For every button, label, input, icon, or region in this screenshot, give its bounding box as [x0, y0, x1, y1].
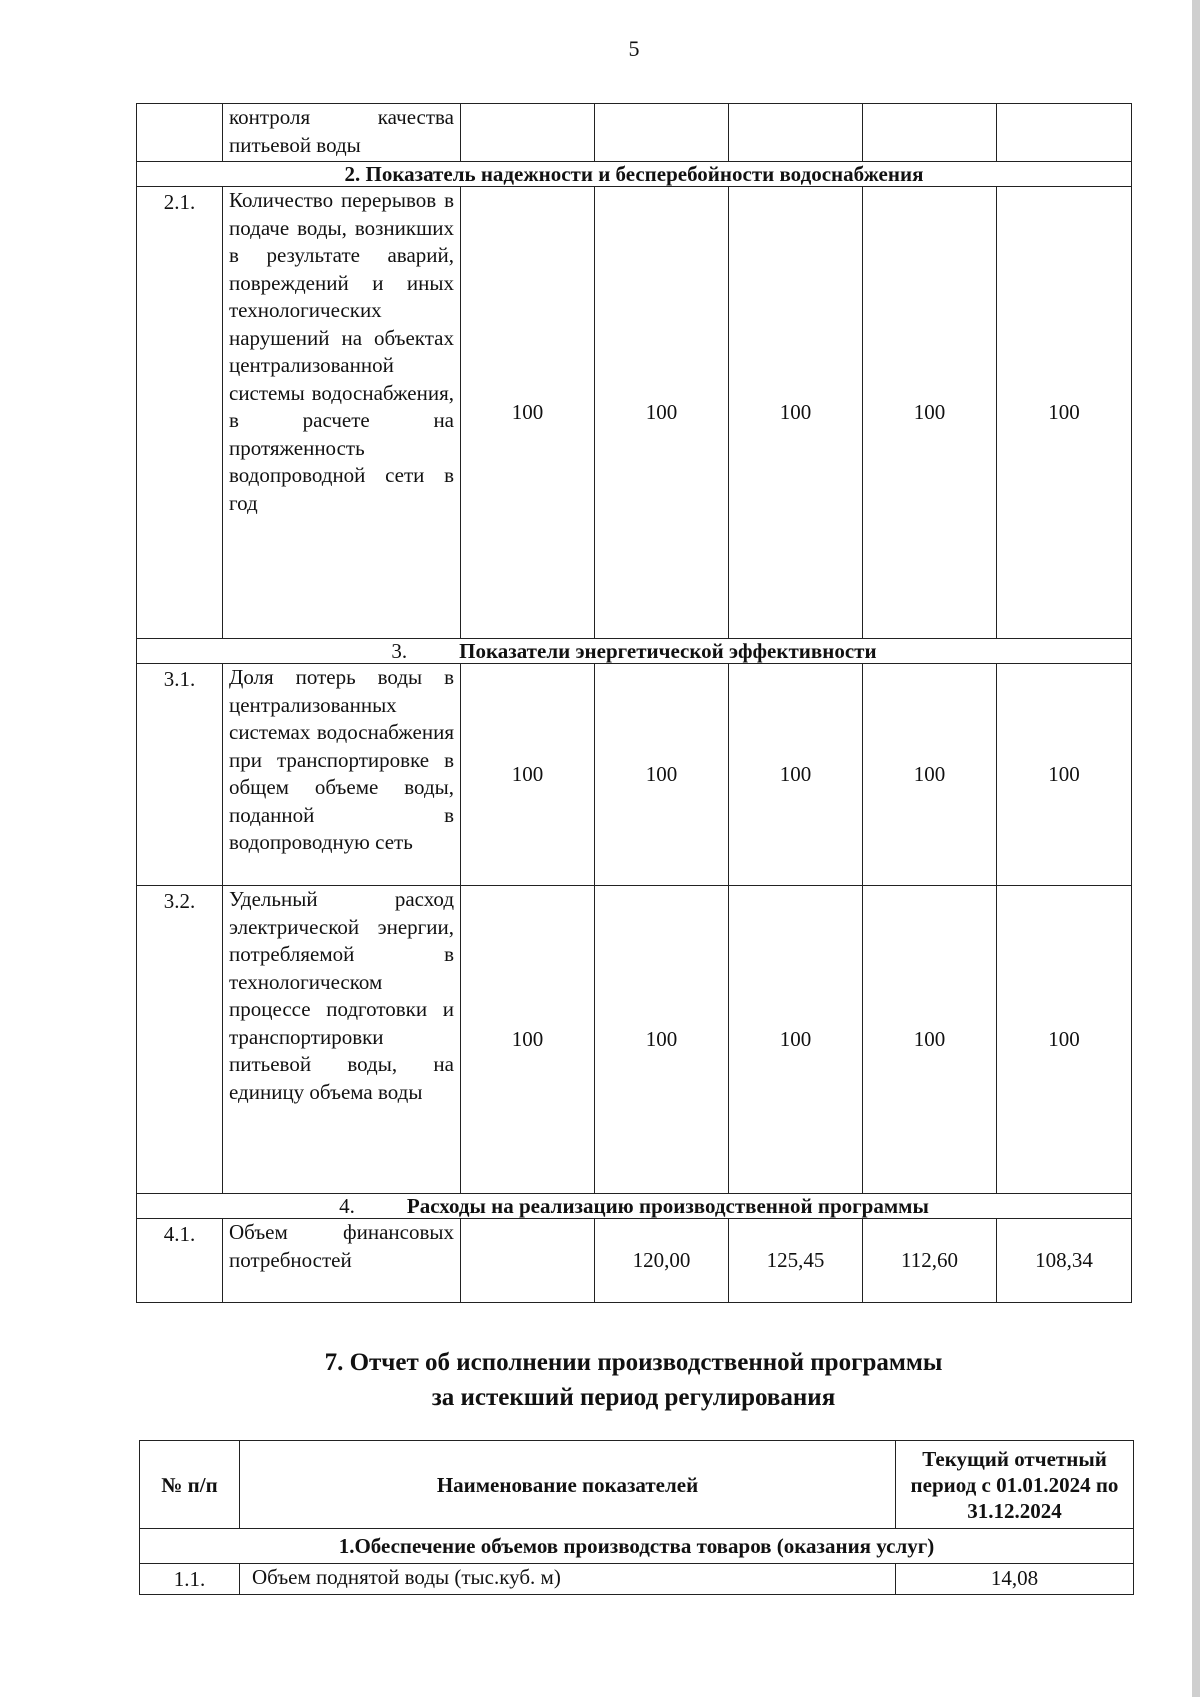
section-number: 3. — [391, 639, 408, 663]
value-cell: 100 — [729, 664, 863, 886]
section-number: 4. — [339, 1194, 355, 1218]
heading-line: 7. Отчет об исполнении производственной программы — [324, 1349, 943, 1376]
table-row — [137, 886, 1132, 1194]
section-header-row — [137, 162, 1132, 187]
section-title — [137, 162, 1132, 187]
value-cell: 100 — [595, 187, 729, 639]
section-header-row — [137, 1194, 1132, 1219]
value-cell: 100 — [997, 187, 1132, 639]
row-number: 4.1. — [137, 1219, 223, 1303]
indicator-name: контроля качества питьевой воды — [223, 104, 461, 162]
section-7-heading — [136, 1345, 1131, 1415]
value-cell: 100 — [595, 886, 729, 1194]
section-title: 1.Обеспечение объемов производства товаров (оказания услуг) — [140, 1529, 1134, 1564]
section-header-row — [137, 639, 1132, 664]
value-cell: 100 — [595, 664, 729, 886]
value-cell: 100 — [863, 664, 997, 886]
value-cell — [863, 104, 997, 162]
value-cell: 100 — [461, 886, 595, 1194]
table-row — [137, 1219, 1132, 1303]
table-row — [137, 104, 1132, 162]
value-cell: 100 — [863, 187, 997, 639]
table-row — [137, 664, 1132, 886]
section-name: Показатели энергетической эффективности — [459, 639, 877, 663]
header-row — [140, 1441, 1134, 1529]
value-cell: 112,60 — [863, 1219, 997, 1303]
section-name: Расходы на реализацию производственной программы — [406, 1194, 929, 1218]
value-cell: 120,00 — [595, 1219, 729, 1303]
table-row — [137, 187, 1132, 639]
indicator-name: Удельный расход электрической энергии, потребляемой в технологическом процессе подготовки и транспортировки питьевой воды, на единицу объема воды — [223, 886, 461, 1194]
value-cell: 100 — [997, 886, 1132, 1194]
row-number: 2.1. — [137, 187, 223, 639]
header-period: Текущий отчетный период с 01.01.2024 по 31.12.2024 — [896, 1441, 1134, 1529]
section-title — [137, 639, 1132, 664]
row-number: 1.1. — [140, 1564, 240, 1595]
value-cell: 100 — [997, 664, 1132, 886]
value-cell — [595, 104, 729, 162]
indicator-name: Объем финансовых потребностей — [223, 1219, 461, 1303]
section-name: Показатель надежности и бесперебойности водоснабжения — [365, 162, 924, 186]
value-cell: 100 — [461, 664, 595, 886]
value-cell: 100 — [863, 886, 997, 1194]
indicator-name: Объем поднятой воды (тыс.куб. м) — [240, 1564, 896, 1595]
value-cell — [997, 104, 1132, 162]
value-cell: 100 — [461, 187, 595, 639]
value-cell — [729, 104, 863, 162]
page-number: 5 — [628, 36, 640, 61]
row-number: 3.1. — [137, 664, 223, 886]
indicator-name: Доля потерь воды в централизованных системах водоснабжения при транспортировке в общем объеме воды, поданной в водопроводную сеть — [223, 664, 461, 886]
header-name: Наименование показателей — [240, 1441, 896, 1529]
heading-line: за истекший период регулирования — [431, 1384, 836, 1411]
value-cell: 100 — [729, 886, 863, 1194]
report-table — [139, 1440, 1134, 1595]
value-cell — [461, 104, 595, 162]
table-row — [140, 1564, 1134, 1595]
indicators-table — [136, 103, 1132, 1303]
header-num: № п/п — [140, 1441, 240, 1529]
value-cell: 108,34 — [997, 1219, 1132, 1303]
section-number: 2. — [344, 162, 361, 186]
row-number: 3.2. — [137, 886, 223, 1194]
value-cell: 100 — [729, 187, 863, 639]
indicator-name: Количество перерывов в подаче воды, возникших в результате аварий, повреждений и иных технологических нарушений на объектах централизованной системы водоснабжения, в расчете на протяженность водопроводной сети в год — [223, 187, 461, 639]
section-header-row — [140, 1529, 1134, 1564]
section-title — [137, 1194, 1132, 1219]
value-cell: 14,08 — [896, 1564, 1134, 1595]
scan-edge — [1192, 0, 1200, 1697]
value-cell: 125,45 — [729, 1219, 863, 1303]
row-number — [137, 104, 223, 162]
value-cell — [461, 1219, 595, 1303]
